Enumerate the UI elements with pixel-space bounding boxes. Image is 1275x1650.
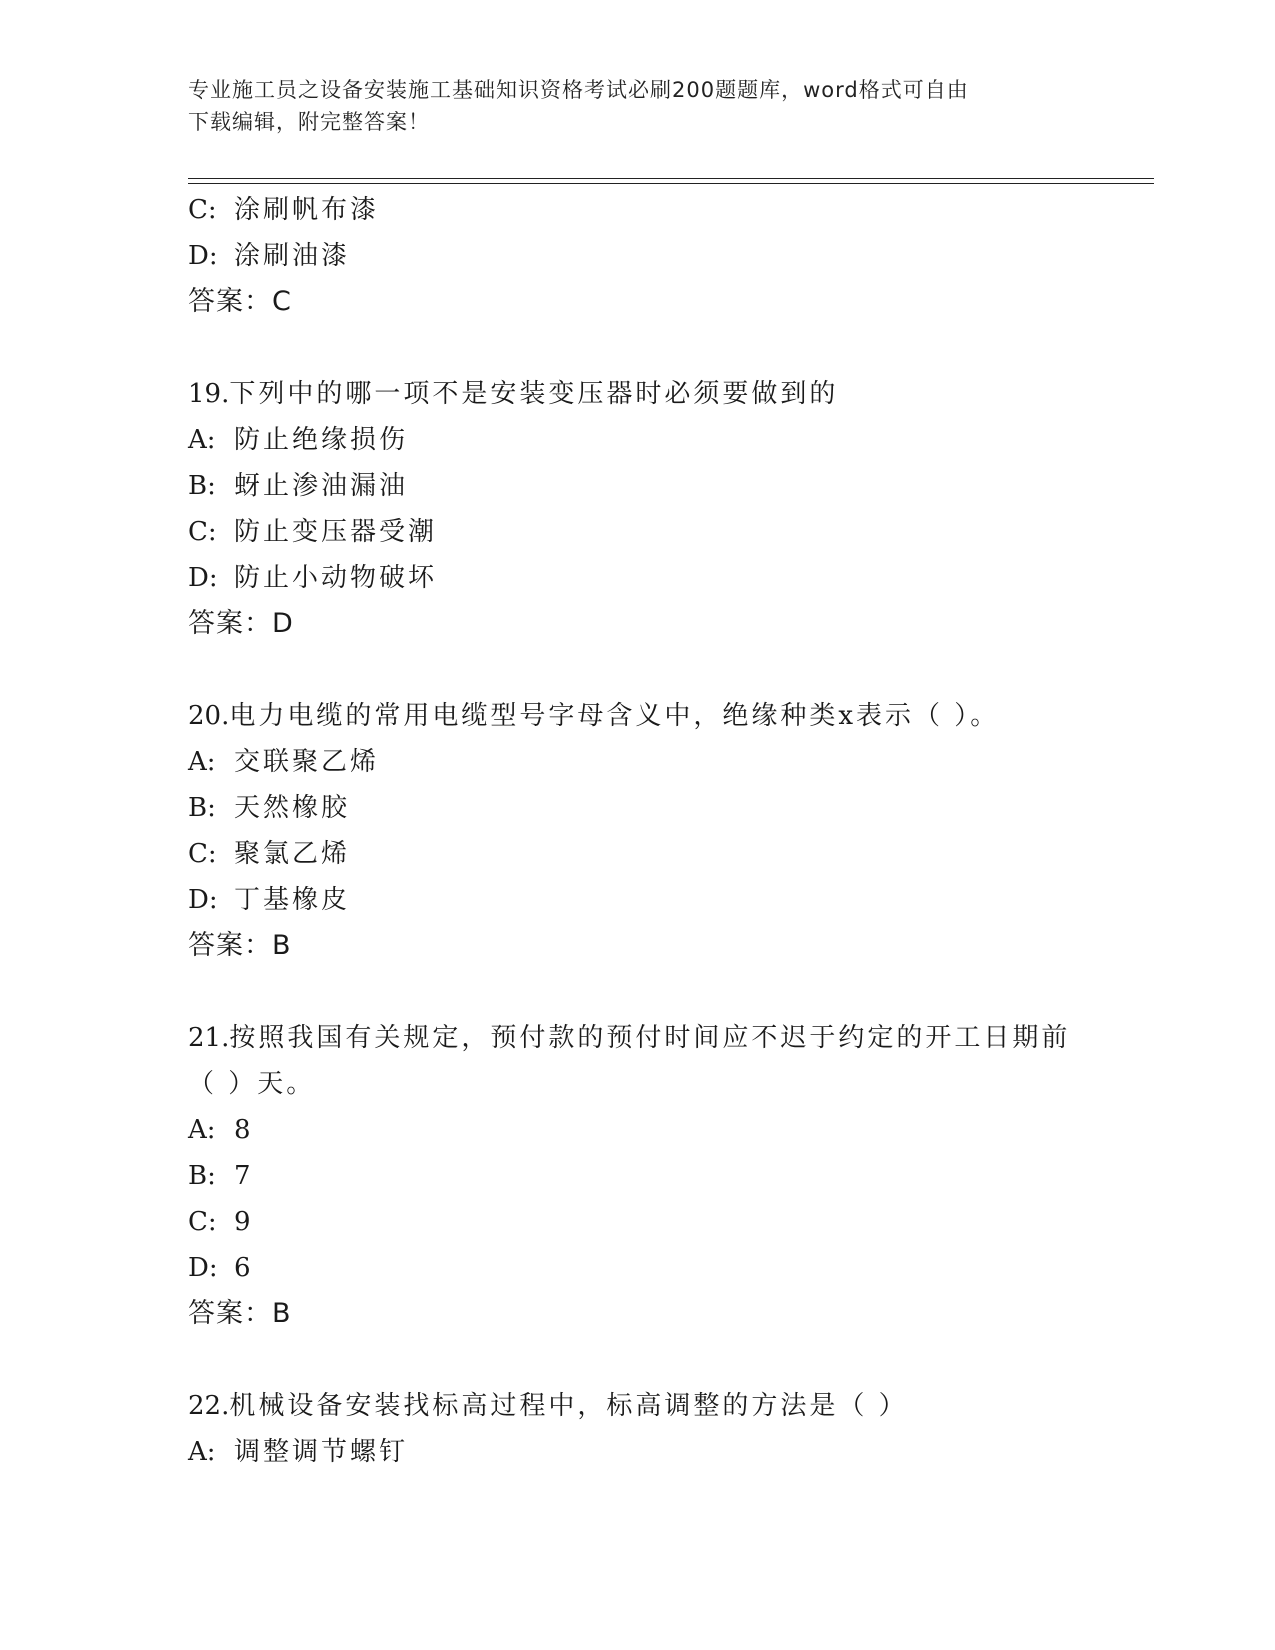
option-text: 聚氯乙烯 xyxy=(234,839,351,869)
question-text: 机械设备安装找标高过程中，标高调整的方法是（ ） xyxy=(229,1391,908,1421)
header-divider-top xyxy=(188,178,1154,179)
option-row xyxy=(188,1429,1154,1475)
option-letter: B: xyxy=(188,793,216,823)
option-row xyxy=(188,831,1154,877)
option-text: 防止变压器受潮 xyxy=(234,517,438,547)
header-line-1: 专业施工员之设备安装施工基础知识资格考试必刷200题题库，word格式可自由 xyxy=(188,78,969,102)
question-text-continued: （ ）天。 xyxy=(188,1069,316,1099)
question-title xyxy=(188,1383,1154,1429)
question-text: 按照我国有关规定，预付款的预付时间应不迟于约定的开工日期前 xyxy=(229,1023,1071,1053)
option-letter: B: xyxy=(188,1161,216,1191)
option-letter: D: xyxy=(188,1253,218,1283)
question-content xyxy=(188,187,1154,1475)
option-text: 8 xyxy=(234,1115,254,1145)
option-text: 7 xyxy=(234,1161,254,1191)
question-title xyxy=(188,371,1154,417)
question-number: 22. xyxy=(188,1391,230,1421)
option-text: 丁基橡皮 xyxy=(234,885,351,915)
option-letter: C: xyxy=(188,1207,217,1237)
option-letter: D: xyxy=(188,885,218,915)
option-row xyxy=(188,555,1154,601)
option-row xyxy=(188,785,1154,831)
option-text: 调整调节螺钉 xyxy=(234,1437,409,1467)
option-letter: A: xyxy=(188,1437,216,1467)
option-row xyxy=(188,1107,1154,1153)
option-row xyxy=(188,509,1154,555)
option-letter: C: xyxy=(188,195,217,225)
option-letter: D: xyxy=(188,563,218,593)
question-number: 20. xyxy=(188,701,230,731)
option-row xyxy=(188,417,1154,463)
option-letter: B: xyxy=(188,471,216,501)
option-text: 涂刷油漆 xyxy=(234,241,351,271)
option-text: 防止绝缘损伤 xyxy=(234,425,409,455)
question-number: 21. xyxy=(188,1023,230,1053)
option-text: 涂刷帆布漆 xyxy=(234,195,380,225)
option-row xyxy=(188,1153,1154,1199)
document-header xyxy=(188,74,1088,138)
answer-line: 答案：B xyxy=(188,930,292,961)
question-text: 下列中的哪一项不是安装变压器时必须要做到的 xyxy=(229,379,839,409)
option-text: 交联聚乙烯 xyxy=(234,747,380,777)
option-row xyxy=(188,877,1154,923)
option-row xyxy=(188,739,1154,785)
option-row xyxy=(188,1245,1154,1291)
option-row xyxy=(188,463,1154,509)
option-row xyxy=(188,233,1154,279)
option-text: 6 xyxy=(234,1253,254,1283)
option-text: 9 xyxy=(234,1207,254,1237)
option-row xyxy=(188,1199,1154,1245)
question-title xyxy=(188,1015,1154,1061)
option-letter: C: xyxy=(188,517,217,547)
option-letter: D: xyxy=(188,241,218,271)
option-letter: C: xyxy=(188,839,217,869)
answer-line: 答案：D xyxy=(188,608,294,639)
option-text: 天然橡胶 xyxy=(234,793,351,823)
answer-line: 答案：C xyxy=(188,286,292,317)
option-row xyxy=(188,187,1154,233)
option-letter: A: xyxy=(188,1115,216,1145)
answer-line: 答案：B xyxy=(188,1298,292,1329)
option-text: 防止小动物破坏 xyxy=(234,563,438,593)
question-title xyxy=(188,693,1154,739)
option-letter: A: xyxy=(188,747,216,777)
question-number: 19. xyxy=(188,379,230,409)
option-text: 蚜止渗油漏油 xyxy=(234,471,409,501)
option-letter: A: xyxy=(188,425,216,455)
header-line-2: 下载编辑，附完整答案！ xyxy=(188,110,430,134)
question-text: 电力电缆的常用电缆型号字母含义中，绝缘种类x表示（ ）。 xyxy=(229,701,1000,731)
header-divider-bottom xyxy=(188,183,1154,184)
